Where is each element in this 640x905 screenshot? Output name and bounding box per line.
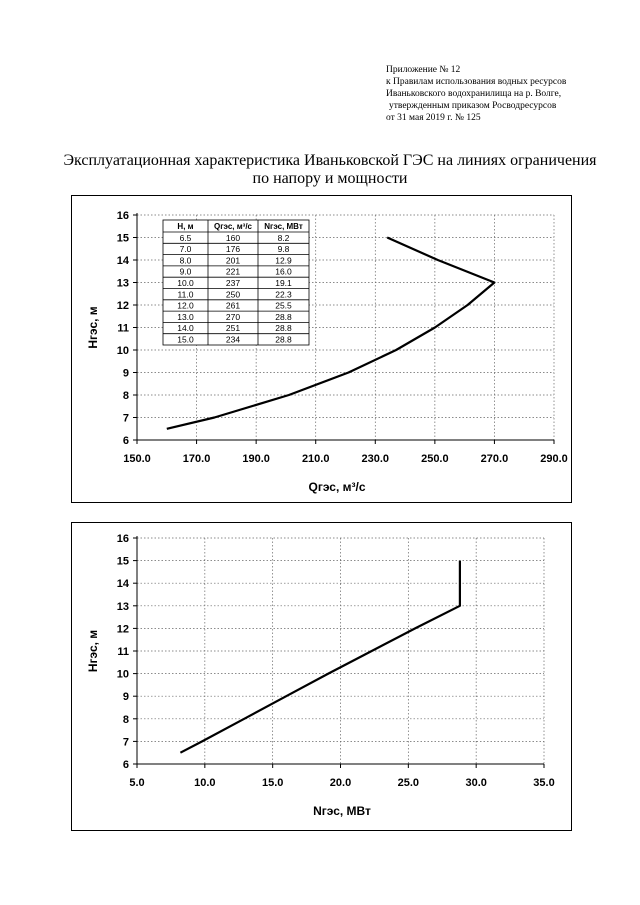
table-cell: 251: [225, 323, 241, 334]
y-tick-label: 7: [122, 736, 129, 749]
x-tick-label: 30.0: [465, 777, 487, 789]
table-cell: 8.0: [179, 255, 192, 266]
appendix-line: к Правилам использования водных ресурсов: [386, 77, 567, 87]
x-tick-label: 190.0: [242, 453, 270, 465]
table-cell: 8.2: [277, 232, 290, 243]
table-header-cell: Nгэс, МВт: [264, 222, 303, 231]
table-cell: 12.0: [177, 300, 194, 311]
x-axis-label: Qгэс, м³/с: [308, 480, 366, 494]
table-cell: 9.0: [179, 266, 192, 277]
y-tick-label: 13: [116, 600, 129, 613]
table-cell: 237: [225, 278, 241, 288]
chart-panel-discharge: [71, 195, 572, 503]
x-tick-label: 5.0: [129, 777, 145, 789]
y-tick-label: 16: [116, 210, 129, 222]
document-title: [40, 152, 620, 188]
y-axis-label: Нгэс, м: [86, 629, 100, 673]
data-table: [163, 220, 309, 345]
x-tick-label: 35.0: [533, 777, 555, 789]
appendix-line: Иваньковского водохранилища на р. Волге,: [386, 89, 562, 99]
y-tick-label: 15: [116, 555, 129, 568]
y-tick-label: 10: [116, 345, 129, 357]
table-cell: 234: [225, 334, 241, 345]
table-cell: 9.8: [277, 244, 290, 255]
y-tick-label: 6: [122, 435, 129, 447]
y-tick-label: 14: [116, 255, 129, 267]
table-cell: 250: [225, 289, 241, 300]
table-cell: 28.8: [275, 323, 292, 334]
x-tick-label: 270.0: [480, 453, 509, 465]
x-tick-label: 170.0: [182, 453, 211, 465]
table-cell: 16.0: [275, 266, 292, 277]
table-cell: 201: [225, 255, 241, 266]
x-tick-label: 250.0: [421, 453, 449, 465]
y-tick-label: 14: [116, 578, 129, 591]
x-axis-label: Nгэс, МВт: [313, 804, 371, 818]
y-tick-label: 12: [116, 623, 129, 636]
table-header-cell: Qгэс, м³/с: [213, 222, 253, 231]
table-cell: 261: [225, 300, 241, 311]
series-line: [180, 561, 460, 753]
x-tick-label: 25.0: [397, 777, 420, 789]
y-tick-label: 15: [116, 232, 129, 245]
y-tick-label: 10: [116, 668, 129, 681]
table-cell: 28.8: [275, 334, 292, 345]
y-tick-label: 8: [122, 390, 129, 402]
x-tick-label: 290.0: [540, 453, 568, 465]
table-cell: 13.0: [177, 311, 194, 322]
table-cell: 25.5: [275, 300, 292, 311]
x-tick-label: 10.0: [194, 777, 216, 789]
appendix-line: от 31 мая 2019 г. № 125: [386, 113, 481, 123]
table-cell: 12.9: [275, 255, 292, 266]
table-header-cell: H, м: [177, 222, 194, 231]
x-tick-label: 210.0: [301, 453, 330, 465]
y-tick-label: 9: [122, 367, 129, 380]
table-cell: 28.8: [275, 311, 292, 322]
appendix-note: [386, 64, 626, 124]
table-cell: 176: [225, 244, 241, 255]
title-line: Эксплуатационная характеристика Иваньковской ГЭС на линиях ограничения: [63, 152, 597, 169]
x-tick-label: 15.0: [261, 777, 284, 789]
x-tick-label: 150.0: [123, 453, 151, 465]
y-tick-label: 13: [116, 277, 129, 290]
table-cell: 19.1: [275, 278, 292, 288]
title-line: по напору и мощности: [252, 170, 408, 187]
x-tick-label: 20.0: [329, 777, 352, 789]
table-cell: 11.0: [177, 289, 194, 300]
table-cell: 6.5: [179, 232, 192, 243]
table-cell: 14.0: [177, 323, 194, 334]
table-cell: 160: [225, 232, 241, 243]
y-tick-label: 12: [116, 300, 129, 312]
table-cell: 7.0: [179, 244, 192, 255]
chart-power: [72, 523, 571, 830]
table-cell: 221: [225, 266, 241, 277]
y-tick-label: 16: [116, 533, 129, 545]
table-cell: 22.3: [275, 289, 292, 300]
chart-discharge: [72, 196, 571, 502]
appendix-line: утвержденным приказом Росводресурсов: [389, 101, 557, 111]
y-tick-label: 7: [122, 412, 129, 425]
table-cell: 10.0: [177, 278, 194, 288]
y-tick-label: 6: [122, 759, 129, 771]
x-tick-label: 230.0: [361, 453, 390, 465]
chart-panel-power: [71, 522, 572, 831]
y-tick-label: 8: [122, 713, 129, 726]
table-cell: 270: [225, 311, 241, 322]
y-tick-label: 9: [122, 691, 129, 704]
appendix-line: Приложение № 12: [386, 65, 461, 75]
y-tick-label: 11: [117, 322, 129, 335]
y-tick-label: 11: [117, 646, 129, 658]
table-cell: 15.0: [177, 334, 194, 345]
y-axis-label: Нгэс, м: [86, 306, 100, 349]
